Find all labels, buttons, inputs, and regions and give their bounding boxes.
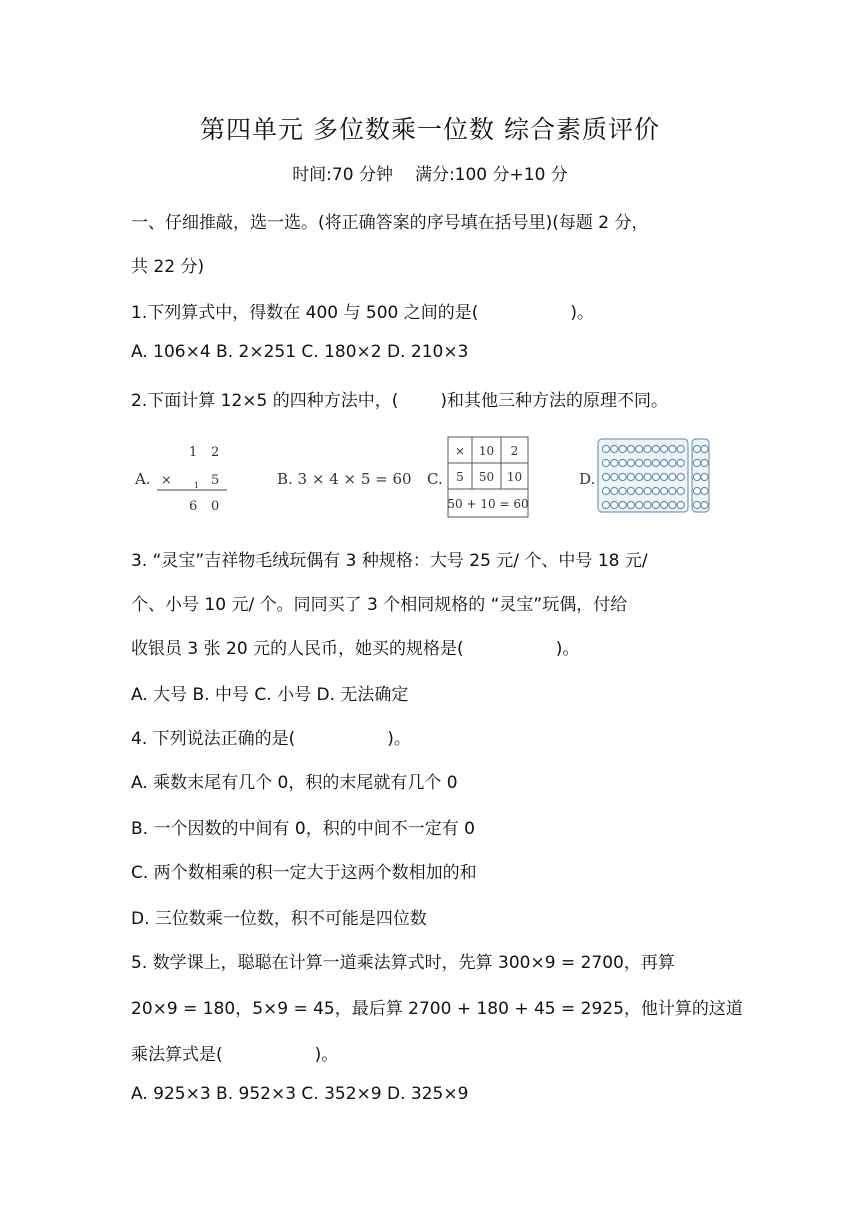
method-a-digit: 2 <box>211 445 220 460</box>
counter-circle <box>627 487 634 494</box>
counter-circle <box>652 473 659 480</box>
question-5-line1: 5. 数学课上，聪聪在计算一道乘法算式时，先算 300×9 = 2700，再算 <box>131 953 675 973</box>
counter-circle <box>611 487 618 494</box>
question-3-line3 <box>131 634 734 659</box>
counter-circle <box>652 459 659 466</box>
counter-circle <box>644 473 651 480</box>
grid-cell: 50 <box>478 470 495 484</box>
counter-circle <box>693 445 700 452</box>
counter-circle <box>627 445 634 452</box>
method-a-carry-digit: 1 <box>194 481 200 490</box>
counter-circle <box>669 473 676 480</box>
question-5-line2: 20×9 = 180，5×9 = 45，最后算 2700 + 180 + 45 = 2925，他计算的这道 <box>131 999 743 1019</box>
counter-circle <box>636 501 643 508</box>
section-heading-line2: 共 22 分) <box>131 257 205 277</box>
method-a-digit: 5 <box>211 473 220 488</box>
counter-circle <box>602 487 609 494</box>
counter-circle <box>701 473 708 480</box>
method-a-label: A. <box>135 470 151 488</box>
question-2-methods-diagram <box>131 434 731 524</box>
counter-circle <box>677 501 684 508</box>
counter-circle <box>669 459 676 466</box>
grid-sum: 50 + 10 = 60 <box>447 497 529 511</box>
question-5-line3 <box>131 1040 734 1065</box>
counter-circle <box>619 473 626 480</box>
method-d-counters <box>579 439 709 512</box>
counter-circle <box>669 501 676 508</box>
method-a-vertical-multiplication <box>134 445 227 514</box>
counter-circle <box>602 473 609 480</box>
question-2-close: )和其他三种方法的原理不同。 <box>440 391 668 411</box>
question-1-stem <box>131 298 734 323</box>
exam-info <box>0 160 860 185</box>
question-3-options: A. 大号 B. 中号 C. 小号 D. 无法确定 <box>131 685 409 705</box>
counter-circle <box>677 487 684 494</box>
counter-circle <box>644 487 651 494</box>
grid-cell: 10 <box>506 470 523 484</box>
question-2-text: 2.下面计算 12×5 的四种方法中，( <box>131 391 399 411</box>
counter-circle <box>644 501 651 508</box>
question-5-close: )。 <box>314 1045 339 1065</box>
question-4-stem <box>131 724 734 749</box>
counter-circle <box>611 459 618 466</box>
counter-circle <box>652 487 659 494</box>
time-limit: 时间:70 分钟 <box>292 165 393 185</box>
method-d-label: D. <box>579 470 596 488</box>
counter-circle <box>636 459 643 466</box>
counter-circle <box>619 487 626 494</box>
question-5-options: A. 925×3 B. 952×3 C. 352×9 D. 325×9 <box>131 1084 469 1104</box>
question-2-stem <box>131 386 734 411</box>
full-score: 满分:100 分+10 分 <box>414 165 568 185</box>
method-b-expression: B. 3 × 4 × 5 = 60 <box>277 470 412 488</box>
counter-circle <box>627 473 634 480</box>
counter-circle <box>661 445 668 452</box>
counter-circle <box>701 501 708 508</box>
grid-cell: 10 <box>478 444 495 458</box>
counter-circle <box>602 459 609 466</box>
question-1-text: 1.下列算式中，得数在 400 与 500 之间的是( <box>131 303 479 323</box>
grid-cell: × <box>454 444 466 458</box>
counter-circle <box>644 459 651 466</box>
question-3-line2: 个、小号 10 元/ 个。同同买了 3 个相同规格的 “灵宝”玩偶，付给 <box>131 595 628 615</box>
grid-cell: 5 <box>456 470 464 484</box>
method-a-digit: 0 <box>211 499 220 514</box>
section-heading-line1: 一、仔细推敲，选一选。(将正确答案的序号填在括号里)(每题 2 分， <box>131 213 649 233</box>
method-c-grid <box>427 437 529 517</box>
counter-circle <box>636 445 643 452</box>
counter-circle <box>661 501 668 508</box>
counter-circle <box>611 445 618 452</box>
method-a-times-sign: × <box>161 473 172 488</box>
question-3-text: 收银员 3 张 20 元的人民币，她买的规格是( <box>131 639 464 659</box>
counter-circle <box>636 473 643 480</box>
question-5-text: 乘法算式是( <box>131 1045 223 1065</box>
counter-circle <box>611 501 618 508</box>
counter-circle <box>619 445 626 452</box>
counter-circle <box>669 445 676 452</box>
question-1-close: )。 <box>570 303 595 323</box>
counter-circle <box>677 445 684 452</box>
counter-circle <box>701 459 708 466</box>
counter-circle <box>636 487 643 494</box>
counter-circle <box>619 459 626 466</box>
method-a-digit: 6 <box>189 499 198 514</box>
counter-circle <box>693 459 700 466</box>
counter-circle <box>644 445 651 452</box>
counter-circle <box>611 473 618 480</box>
question-4-text: 4. 下列说法正确的是( <box>131 729 296 749</box>
counter-circle <box>693 487 700 494</box>
question-1-options: A. 106×4 B. 2×251 C. 180×2 D. 210×3 <box>131 342 469 362</box>
question-3-line1: 3. “灵宝”吉祥物毛绒玩偶有 3 种规格：大号 25 元/ 个、中号 18 元/ <box>131 551 648 571</box>
grid-cell: 2 <box>510 444 519 458</box>
counter-circle <box>701 487 708 494</box>
counter-circle <box>669 487 676 494</box>
counter-circle <box>661 487 668 494</box>
method-c-label: C. <box>427 470 443 488</box>
counter-circle <box>602 501 609 508</box>
counter-circle <box>693 501 700 508</box>
counter-circle <box>677 473 684 480</box>
question-4-option-d: D. 三位数乘一位数，积不可能是四位数 <box>131 909 427 929</box>
counter-circle <box>619 501 626 508</box>
question-4-option-a: A. 乘数末尾有几个 0，积的末尾就有几个 0 <box>131 773 458 793</box>
method-a-digit: 1 <box>189 445 198 460</box>
counter-circle <box>701 445 708 452</box>
question-4-close: )。 <box>387 729 411 749</box>
counter-circle <box>652 445 659 452</box>
counter-circle <box>661 473 668 480</box>
counter-circle <box>627 459 634 466</box>
question-3-close: )。 <box>555 639 580 659</box>
question-4-option-b: B. 一个因数的中间有 0，积的中间不一定有 0 <box>131 819 475 839</box>
counter-circle <box>652 501 659 508</box>
question-4-option-c: C. 两个数相乘的积一定大于这两个数相加的和 <box>131 863 477 883</box>
counter-circle <box>602 445 609 452</box>
counter-circle <box>627 501 634 508</box>
counter-circle <box>693 473 700 480</box>
counter-circle <box>677 459 684 466</box>
page-title: 第四单元 多位数乘一位数 综合素质评价 <box>200 115 660 144</box>
counter-circle <box>661 459 668 466</box>
